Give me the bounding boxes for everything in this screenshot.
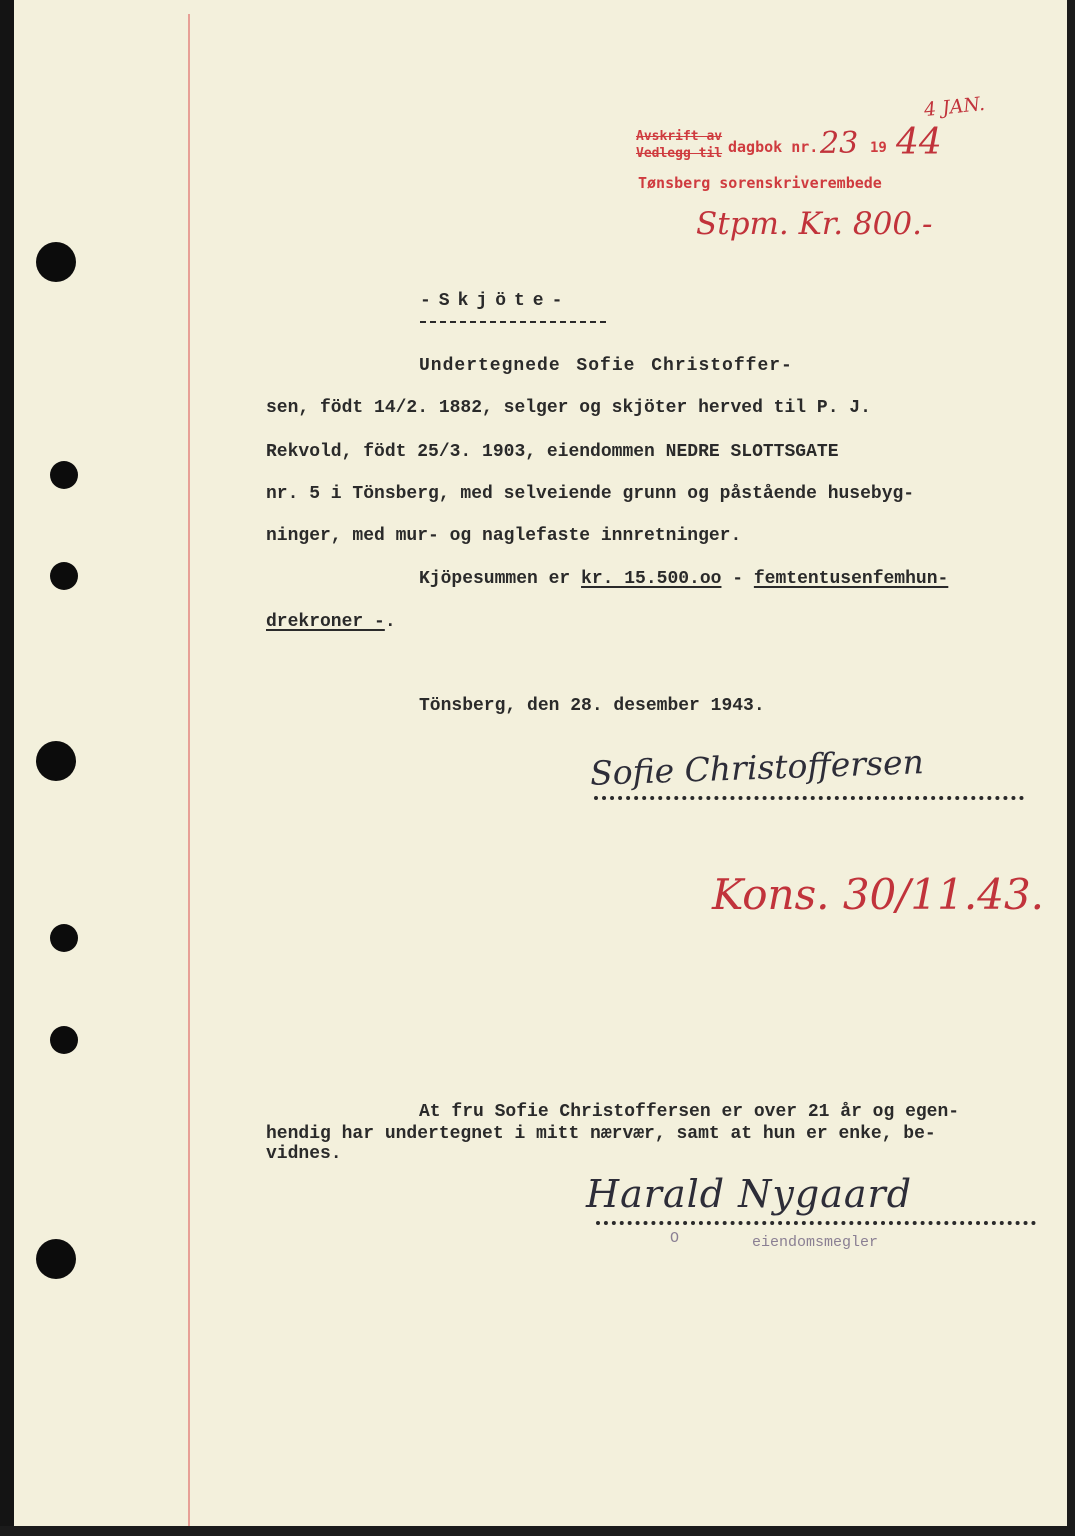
body-line-5: ninger, med mur- og naglefaste innretninger. — [266, 526, 742, 546]
margin-line — [188, 14, 190, 1526]
price-end: . — [384, 612, 396, 632]
witness-title-prefix: O — [670, 1230, 680, 1247]
scan-border-right — [1067, 0, 1075, 1536]
stamp-fee: Stpm. Kr. 800.- — [696, 206, 933, 242]
price-words: femtentusenfemhun- — [753, 569, 949, 589]
body-line-2: sen, födt 14/2. 1882, selger og skjöter herved til P. J. — [266, 398, 871, 418]
place-date: Tönsberg, den 28. desember 1943. — [419, 696, 765, 716]
seller-signature: Sofie Christoffersen — [589, 742, 925, 793]
scan-border-left — [0, 0, 14, 1536]
witness-line-2: hendig har undertegnet i mitt nærvær, samt at hun er enke, be- — [266, 1124, 936, 1144]
price-line — [419, 569, 948, 589]
stamp-office: Tønsberg sorenskriverembede — [638, 174, 882, 192]
witness-line-1: At fru Sofie Christoffersen er over 21 år og egen- — [419, 1102, 960, 1122]
punch-hole — [36, 741, 76, 781]
price-words-end: drekroner - — [266, 612, 385, 632]
body-line-3: Rekvold, födt 25/3. 1903, eiendommen NEDRE SLOTTSGATE — [266, 442, 839, 462]
scan-border-bottom — [0, 1526, 1075, 1536]
punch-hole — [36, 1239, 76, 1279]
punch-hole — [36, 242, 76, 282]
price-prefix: Kjöpesummen er — [419, 569, 582, 589]
witness-signature: Harald Nygaard — [586, 1172, 913, 1216]
price-amount: kr. 15.500.oo — [581, 569, 722, 589]
witness-signature-line — [596, 1221, 1036, 1225]
stamp-dagbok-label: dagbok nr. — [728, 138, 819, 156]
witness-line-3: vidnes. — [266, 1144, 342, 1164]
document-title: -Skjöte- — [420, 291, 571, 311]
punch-hole — [50, 562, 78, 590]
price-line-2 — [266, 612, 396, 632]
stamp-year-prefix: 19 — [870, 140, 887, 156]
stamp-avskrift: Avskrift av — [636, 129, 723, 144]
conc-note: Kons. 30/11.43. — [712, 870, 1045, 919]
stamp-date: 4 JAN. — [923, 92, 986, 122]
stamp-vedlegg: Vedlegg til — [636, 146, 723, 161]
body-line-1: Undertegnede Sofie Christoffer- — [419, 356, 793, 376]
punch-hole — [50, 1026, 78, 1054]
price-separator: - — [721, 569, 754, 589]
witness-title: eiendomsmegler — [752, 1234, 879, 1251]
body-line-4: nr. 5 i Tönsberg, med selveiende grunn og påstående husebyg- — [266, 484, 915, 504]
stamp-dagbok-number: 23 — [820, 126, 859, 161]
stamp-year: 44 — [896, 122, 942, 163]
seller-signature-line — [594, 796, 1024, 800]
punch-hole — [50, 924, 78, 952]
punch-hole — [50, 461, 78, 489]
title-underline — [420, 321, 606, 323]
